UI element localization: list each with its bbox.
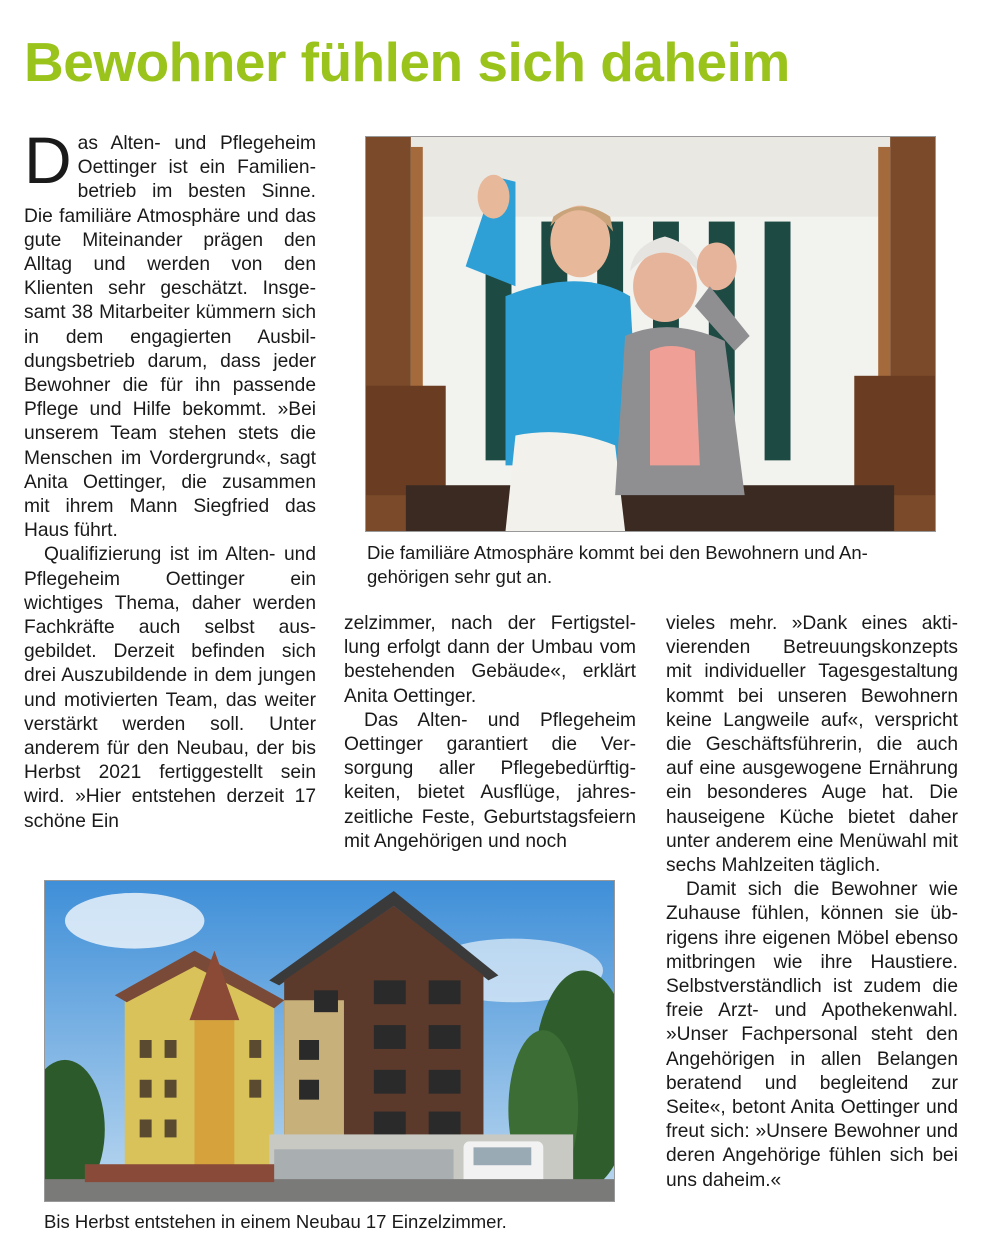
paragraph-1 [24, 123, 316, 543]
paragraph-3: zelzimmer, nach der Fertigstellung erfolgt dann der Umbau vom bestehenden Gebäude«, erklärt Anita Oettinger. [344, 613, 636, 707]
photo-two-women-beach-chair [365, 136, 936, 532]
drop-cap: D [24, 123, 72, 197]
photo-2-caption: Bis Herbst entstehen in einem Neubau 17 Einzelzimmer. [44, 1211, 507, 1232]
paragraph-1-text: as Alten- und Pflegeheim Oettinger ist ein Familienbetrieb im besten Sinne. Die familiäre Atmosphäre und das gute Miteinander prägen den Alltag und werden von den Klienten sehr geschätzt. Insgesamt 38 Mitarbeiter kümmern sich in dem engagierten Ausbildungsbetrieb darum, dass jeder Bewohner die für ihn passende Pflege und Hilfe bekommt. »Bei unserem Team stehen stets die Menschen im Vordergrund«, sagt Anita Oettinger, die zusammen mit ihrem Mann Siegfried das Haus führt. [24, 133, 316, 542]
photo-1-caption: Die familiäre Atmosphäre kommt bei den Bewohnern und Angehörigen sehr gut an. [367, 542, 868, 587]
headline: Bewohner fühlen sich daheim [24, 31, 790, 93]
article-column-3 [666, 612, 958, 1193]
article-column-2 [344, 612, 636, 854]
paragraph-4: Das Alten- und Pflegeheim Oettinger garantiert die Versorgung aller Pflegebedürftigkeiten, bietet Ausflüge, jahreszeitliche Feste, Geburtstagsfeiern mit Angehörigen und noch [344, 709, 636, 852]
photo-2-illustration [45, 881, 614, 1201]
paragraph-2: Qualifizierung ist im Alten- und Pflegeheim Oettinger ein wichtiges Thema, daher werden Fachkräfte auch selbst ausgebildet. Derzeit befinden sich drei Auszubildende in dem jungen und motivierten Team, das weiter verstärkt werden soll. Unter anderem für den Neubau, der bis Herbst 2021 fertiggestellt sein wird. »Hier entstehen derzeit 17 schöne Ein [24, 544, 316, 832]
photo-new-building-rendering [44, 880, 615, 1202]
photo-1-illustration [366, 137, 935, 531]
paragraph-6: Damit sich die Bewohner wie Zuhause fühlen, können sie übrigens ihre eigenen Möbel ebenso mitbringen wie ihre Haustiere. Selbstverständlich ist zudem die freie Arzt- und Apothekenwahl. »Unser Fachpersonal steht den Angehörigen in allen Belangen beratend und begleitend zur Seite«, betont Anita Oettinger und freut sich: »Unsere Bewohner und deren Angehörige fühlen sich bei uns daheim.« [666, 879, 958, 1191]
paragraph-5: vieles mehr. »Dank eines aktivierenden Betreuungskonzepts mit individueller Tagesgestaltung kommt bei unseren Bewohnern keine Langweile auf«, verspricht die Geschäftsführerin, die auch auf eine ausgewogene Ernährung ein besonderes Auge hat. Die hauseigene Küche bietet daher unter anderem eine Menüwahl mit sechs Mahlzeiten täglich. [666, 613, 958, 877]
article-column-1 [24, 123, 316, 834]
